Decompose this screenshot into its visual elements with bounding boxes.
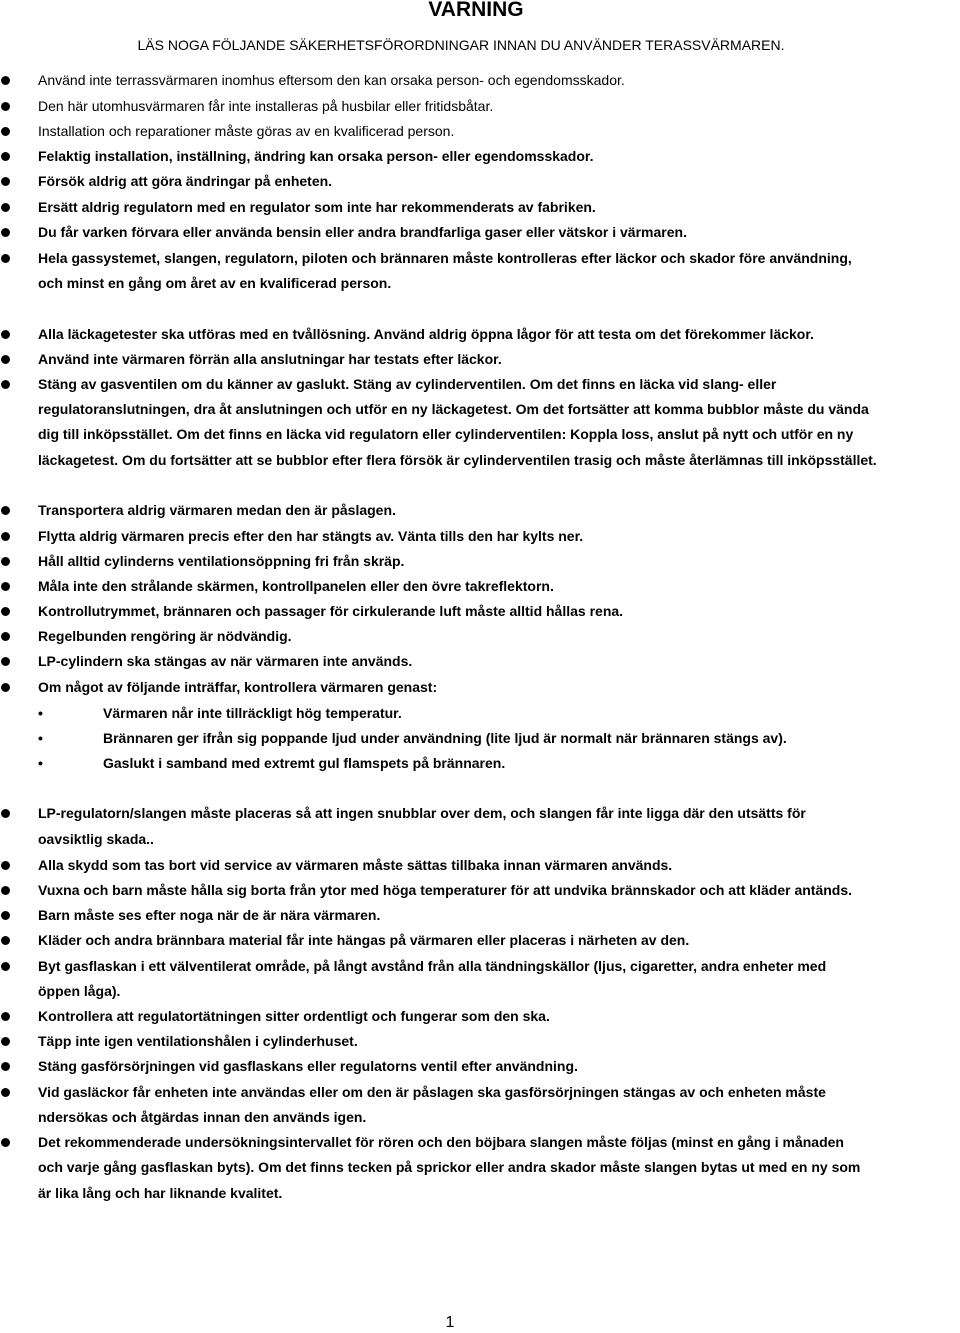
list-item: Om något av följande inträffar, kontrollera värmaren genast: [38,679,438,695]
list-item: Stäng av gasventilen om du känner av gaslukt. Stäng av cylinderventilen. Om det finns en läcka vid slang- eller [38,376,777,392]
list-item: Kontrollutrymmet, brännaren och passager för cirkulerande luft måste alltid hållas rena. [38,603,624,619]
list-item: Regelbunden rengöring är nödvändig. [38,628,292,644]
page-number: 1 [445,1314,455,1331]
sub-bullet-icon: • [38,705,43,721]
list-item: LP-regulatorn/slangen måste placeras så att ingen snubblar over dem, och slangen får inte ligga där den utsätts för [38,805,806,821]
bullet-dot-icon [1,1062,10,1071]
bullet-dot-icon [1,861,10,870]
bullet-dot-icon [1,330,10,339]
bullet-dot-icon [1,102,10,111]
list-item: Installation och reparationer måste göras av en kvalificerad person. [38,123,455,139]
bullet-dot-icon [1,532,10,541]
list-item: Stäng gasförsörjningen vid gasflaskans eller regulatorns ventil efter användning. [38,1058,578,1074]
sub-list-item: Gaslukt i samband med extremt gul flamspets på brännaren. [103,755,506,771]
bullet-dot-icon [1,355,10,364]
list-item: Felaktig installation, inställning, ändring kan orsaka person- eller egendomsskador. [38,148,594,164]
bullet-dot-icon [1,582,10,591]
list-item: Försök aldrig att göra ändringar på enheten. [38,173,333,189]
list-item: ndersökas och åtgärdas innan den används igen. [38,1109,367,1125]
list-item: och minst en gång om året av en kvalificerad person. [38,275,392,291]
bullet-dot-icon [1,607,10,616]
bullet-dot-icon [1,936,10,945]
list-item: Alla läckagetester ska utföras med en tvållösning. Använd aldrig öppna lågor för att testa om det förekommer läckor. [38,326,814,342]
list-item: Det rekommenderade undersökningsintervallet för rören och den böjbara slangen måste följas (minst en gång i månaden [38,1134,844,1150]
bullet-dot-icon [1,911,10,920]
page-subtitle: LÄS NOGA FÖLJANDE SÄKERHETSFÖRORDNINGAR INNAN DU ANVÄNDER TERASSVÄRMAREN. [137,37,785,53]
list-item: oavsiktlig skada.. [38,831,154,847]
list-item: Använd inte terrassvärmaren inomhus eftersom den kan orsaka person- och egendomsskador. [38,72,625,88]
list-item: regulatoranslutningen, dra åt anslutningen och utför en ny läckagetest. Om det fortsätter att komma bubblor måste du vända [38,401,869,417]
list-item: Transportera aldrig värmaren medan den är påslagen. [38,502,396,518]
sub-bullet-icon: • [38,755,43,771]
list-item: Alla skydd som tas bort vid service av värmaren måste sättas tillbaka innan värmaren används. [38,857,673,873]
list-item: Kläder och andra brännbara material får inte hängas på värmaren eller placeras i närheten av den. [38,932,690,948]
list-item: Kontrollera att regulatortätningen sitter ordentligt och fungerar som den ska. [38,1008,550,1024]
list-item: dig till inköpsstället. Om det finns en läcka vid regulatorn eller cylinderventilen: Koppla loss, anslut på nytt och utför en ny [38,426,854,442]
bullet-dot-icon [1,506,10,515]
list-item: öppen låga). [38,983,121,999]
list-item: Använd inte värmaren förrän alla anslutningar har testats efter läckor. [38,351,502,367]
list-item: Den här utomhusvärmaren får inte installeras på husbilar eller fritidsbåtar. [38,98,494,114]
sub-bullet-icon: • [38,730,43,746]
list-item: Vuxna och barn måste hålla sig borta från ytor med höga temperaturer för att undvika brännskador och att kläder antänds. [38,882,853,898]
list-item: och varje gång gasflaskan byts). Om det finns tecken på sprickor eller andra skador måste slangen bytas ut med en ny som [38,1159,861,1175]
bullet-dot-icon [1,177,10,186]
bullet-dot-icon [1,1037,10,1046]
list-item: Täpp inte igen ventilationshålen i cylinderhuset. [38,1033,358,1049]
bullet-dot-icon [1,557,10,566]
bullet-dot-icon [1,380,10,389]
bullet-dot-icon [1,228,10,237]
list-item: Måla inte den strålande skärmen, kontrollpanelen eller den övre takreflektorn. [38,578,554,594]
sub-list-item: Värmaren når inte tillräckligt hög temperatur. [103,705,402,721]
bullet-dot-icon [1,127,10,136]
list-item: Du får varken förvara eller använda bensin eller andra brandfarliga gaser eller vätskor i värmaren. [38,224,687,240]
list-item: Barn måste ses efter noga när de är nära värmaren. [38,907,381,923]
list-item: Håll alltid cylinderns ventilationsöppning fri från skräp. [38,553,405,569]
bullet-dot-icon [1,683,10,692]
list-item: läckagetest. Om du fortsätter att se bubblor efter flera försök är cylinderventilen trasig och måste återlämnas till inköpsstället. [38,452,877,468]
bullet-dot-icon [1,1138,10,1147]
bullet-dot-icon [1,632,10,641]
page-title: VARNING [428,0,524,21]
bullet-dot-icon [1,152,10,161]
bullet-dot-icon [1,809,10,818]
list-item: Byt gasflaskan i ett välventilerat område, på långt avstånd från alla tändningskällor (ljus, cigaretter, andra enheter med [38,958,827,974]
bullet-dot-icon [1,962,10,971]
bullet-dot-icon [1,1088,10,1097]
list-item: Vid gasläckor får enheten inte användas eller om den är påslagen ska gasförsörjningen stängas av och enheten måste [38,1084,826,1100]
list-item: Hela gassystemet, slangen, regulatorn, piloten och brännaren måste kontrolleras efter läckor och skador före användning, [38,250,852,266]
list-item: är lika lång och har liknande kvalitet. [38,1185,283,1201]
bullet-dot-icon [1,1012,10,1021]
bullet-dot-icon [1,886,10,895]
bullet-dot-icon [1,76,10,85]
sub-list-item: Brännaren ger ifrån sig poppande ljud under användning (lite ljud är normalt när brännaren stängs av). [103,730,787,746]
list-item: LP-cylindern ska stängas av när värmaren inte används. [38,653,413,669]
bullet-dot-icon [1,203,10,212]
bullet-dot-icon [1,254,10,263]
list-item: Flytta aldrig värmaren precis efter den har stängts av. Vänta tills den har kylts ner. [38,528,584,544]
list-item: Ersätt aldrig regulatorn med en regulator som inte har rekommenderats av fabriken. [38,199,596,215]
bullet-dot-icon [1,657,10,666]
